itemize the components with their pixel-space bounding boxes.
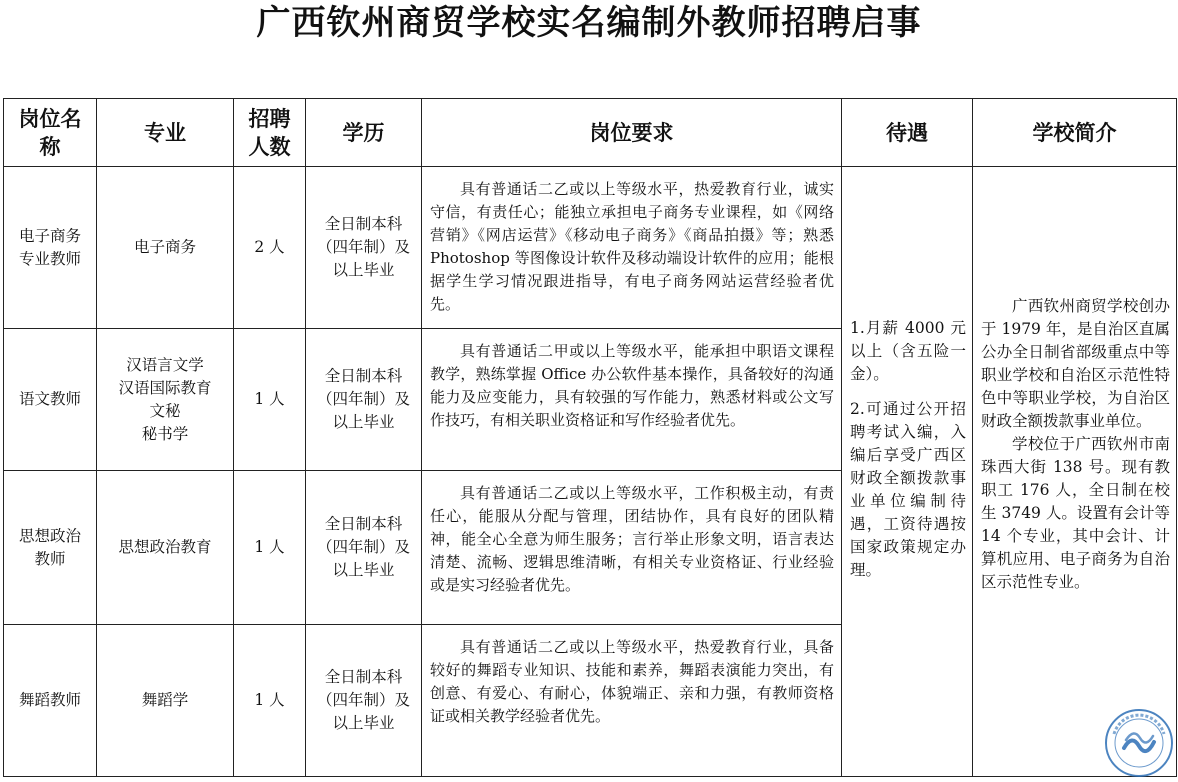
count-cell <box>234 625 306 777</box>
header-major: 专业 <box>97 99 234 167</box>
count-text: 1 人 <box>254 691 285 709</box>
position-text: 语文教师 <box>18 390 81 408</box>
education-cell <box>306 329 422 471</box>
major-cell <box>97 625 234 777</box>
table-row <box>4 167 1177 329</box>
page-title: 广西钦州商贸学校实名编制外教师招聘启事 <box>256 3 922 43</box>
education-text: 全日制本科（四年制）及以上毕业 <box>316 515 410 579</box>
header-school-intro: 学校简介 <box>973 99 1177 167</box>
major-text: 汉语言文学 汉语国际教育 文秘 秘书学 <box>118 355 212 443</box>
benefit-staffing: 2.可通过公开招聘考试入编，入编后享受广西区财政全额拨款事业单位编制待遇，工资待遇按国家政策规定办理。 <box>850 400 966 579</box>
education-cell <box>306 167 422 329</box>
count-text: 1 人 <box>254 390 285 408</box>
position-cell <box>4 167 97 329</box>
school-intro-history: 广西钦州商贸学校创办于 1979 年，是自治区直属公办全日制省部级重点中等职业学校和自治区示范性特色中等职业学校，为自治区财政全额拨款事业单位。 <box>981 297 1170 430</box>
count-text: 1 人 <box>254 538 285 556</box>
benefit-salary: 1.月薪 4000 元以上（含五险一金）。 <box>850 319 966 383</box>
position-cell <box>4 471 97 625</box>
requirements-text: 具有普通话二甲或以上等级水平，能承担中职语文课程教学，熟练掌握 Office 办公软件基本操作，具备较好的沟通能力及应变能力，具有较强的写作能力，熟悉材料或公文写作技巧，有相关职业资格证和写作经验者优先。 <box>430 342 834 429</box>
requirements-cell <box>422 329 842 471</box>
header-benefits: 待遇 <box>842 99 973 167</box>
count-cell <box>234 167 306 329</box>
requirements-text: 具有普通话二乙或以上等级水平，工作积极主动，有责任心，能服从分配与管理，团结协作，具有良好的团队精神，能全心全意为师生服务；言行举止形象文明，语言表达清楚、流畅、逻辑思维清晰，有相关专业资格证、行业经验或是实习经验者优先。 <box>430 484 834 594</box>
school-intro-location: 学校位于广西钦州市南珠西大街 138 号。现有教职工 176 人，全日制在校生 3749 人。设置有会计等 14 个专业，其中会计、计算机应用、电子商务为自治区示范性专业。 <box>981 435 1170 591</box>
position-cell <box>4 329 97 471</box>
position-text: 思想政治教师 <box>18 526 81 568</box>
header-requirements: 岗位要求 <box>422 99 842 167</box>
education-cell <box>306 625 422 777</box>
school-intro-cell <box>973 167 1177 777</box>
education-cell <box>306 471 422 625</box>
header-education: 学历 <box>306 99 422 167</box>
benefits-cell <box>842 167 973 777</box>
requirements-text: 具有普通话二乙或以上等级水平，热爱教育行业，诚实守信，有责任心；能独立承担电子商务专业课程，如《网络营销》《网店运营》《移动电子商务》《商品拍摄》等；熟悉 Photoshop 等图像设计软件及移动端设计软件的应用；能根据学生学习情况跟进指导，有电子商务网站运营经验者优先。 <box>430 180 834 313</box>
requirements-cell <box>422 471 842 625</box>
major-cell <box>97 329 234 471</box>
count-text: 2 人 <box>254 238 285 256</box>
major-cell <box>97 167 234 329</box>
school-seal-icon <box>1104 708 1174 778</box>
major-text: 舞蹈学 <box>141 691 189 709</box>
requirements-cell <box>422 167 842 329</box>
position-text: 舞蹈教师 <box>18 691 81 709</box>
requirements-cell <box>422 625 842 777</box>
education-text: 全日制本科（四年制）及以上毕业 <box>316 367 410 431</box>
education-text: 全日制本科（四年制）及以上毕业 <box>316 215 410 279</box>
education-text: 全日制本科（四年制）及以上毕业 <box>316 668 410 732</box>
count-cell <box>234 329 306 471</box>
header-position: 岗位名称 <box>4 99 97 167</box>
major-text: 电子商务 <box>133 238 196 256</box>
requirements-text: 具有普通话二乙或以上等级水平，热爱教育行业，具备较好的舞蹈专业知识、技能和素养，舞蹈表演能力突出，有创意、有爱心、有耐心，体貌端正、亲和力强，有教师资格证或相关教学经验者优先。 <box>430 638 834 725</box>
count-cell <box>234 471 306 625</box>
position-text: 电子商务专业教师 <box>18 226 81 268</box>
major-text: 思想政治教育 <box>118 538 212 556</box>
header-count: 招聘人数 <box>234 99 306 167</box>
header-row <box>4 99 1177 167</box>
recruitment-table <box>3 98 1177 777</box>
major-cell <box>97 471 234 625</box>
position-cell <box>4 625 97 777</box>
